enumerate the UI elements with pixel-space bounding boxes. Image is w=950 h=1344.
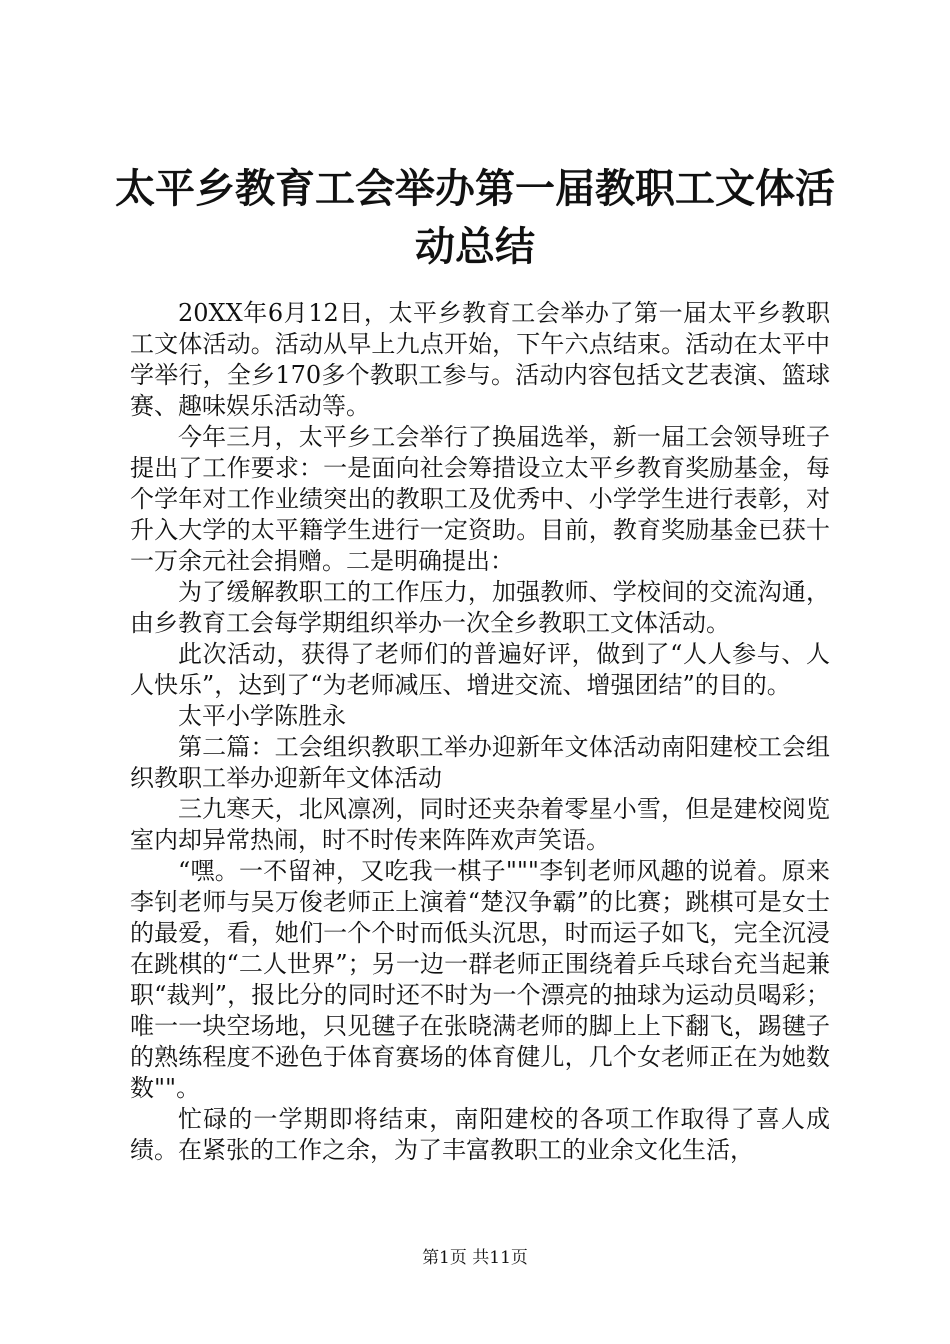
paragraph: 20XX年6月12日，太平乡教育工会举办了第一届太平乡教职工文体活动。活动从早上九点开始，下午六点结束。活动在太平中学举行，全乡170多个教职工参与。活动内容包括文艺表演、篮球赛、趣味娱乐活动等。 — [130, 299, 830, 420]
paragraph: 三九寒天，北风凛冽，同时还夹杂着零星小雪，但是建校阅览室内却异常热闹，时不时传来阵阵欢声笑语。 — [130, 795, 830, 854]
paragraph: 今年三月，太平乡工会举行了换届选举，新一届工会领导班子提出了工作要求：一是面向社会筹措设立太平乡教育奖励基金，每个学年对工作业绩突出的教职工及优秀中、小学学生进行表彰，对升入大学的太平籍学生进行一定资助。目前，教育奖励基金已获十一万余元社会捐赠。二是明确提出： — [130, 423, 830, 575]
document-body — [130, 298, 830, 1166]
page-footer: 第1页 共11页 — [422, 1248, 528, 1268]
paragraph: 为了缓解教职工的工作压力，加强教师、学校间的交流沟通，由乡教育工会每学期组织举办一次全乡教职工文体活动。 — [130, 578, 830, 637]
paragraph: 此次活动，获得了老师们的普遍好评，做到了“人人参与、人人快乐”，达到了“为老师减压、增进交流、增强团结”的目的。 — [130, 640, 830, 699]
paragraph: “嘿。一不留神，又吃我一棋子"""李钊老师风趣的说着。原来李钊老师与吴万俊老师正上演着“楚汉争霸”的比赛；跳棋可是女士的最爱，看，她们一个个时而低头沉思，时而运子如飞，完全沉浸在跳棋的“二人世界”；另一边一群老师正围绕着乒乓球台充当起兼职“裁判”，报比分的同时还不时为一个漂亮的抽球为运动员喝彩；唯一一块空场地，只见毽子在张晓满老师的脚上上下翻飞，踢毽子的熟练程度不逊色于体育赛场的体育健儿，几个女老师正在为她数数""。 — [130, 857, 830, 1102]
paragraph: 忙碌的一学期即将结束，南阳建校的各项工作取得了喜人成绩。在紧张的工作之余，为了丰富教职工的业余文化生活， — [130, 1105, 830, 1164]
document-title: 太平乡教育工会举办第一届教职工文体活动总结 — [115, 165, 835, 270]
section-heading: 第二篇：工会组织教职工举办迎新年文体活动南阳建校工会组织教职工举办迎新年文体活动 — [130, 733, 830, 792]
author-line: 太平小学陈胜永 — [178, 702, 346, 730]
